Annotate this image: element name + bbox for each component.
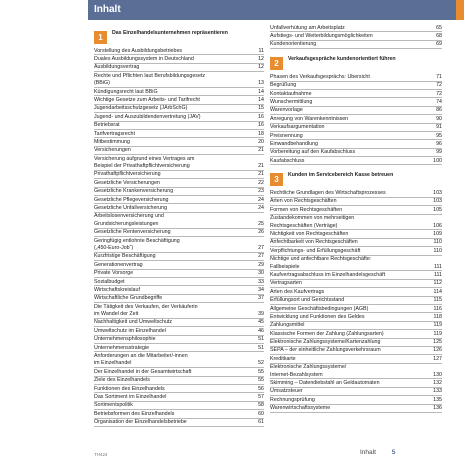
toc-entry-page: 21 (258, 147, 264, 154)
toc-entry-page: 29 (258, 261, 264, 268)
toc-entry-title: Arten des Kaufvertrags (270, 288, 325, 295)
toc-entry-title: Warenwirtschaftssysteme (270, 405, 331, 412)
toc-entry-page: 133 (433, 388, 442, 395)
toc-entry-page: 55 (258, 368, 264, 375)
toc-entry-title: Der Einzelhandel in der Gesamtwirtschaft (94, 368, 192, 375)
toc-entry[interactable] (270, 280, 442, 288)
toc-entry-title: Rechte und Pflichten laut Berufsbildungsgesetz (94, 72, 206, 79)
toc-entry-page: 16 (258, 122, 264, 129)
chapter-number-badge: 3 (270, 173, 283, 186)
toc-entry-page: 60 (258, 410, 264, 417)
toc-entry-page: 111 (433, 271, 442, 278)
toc-entry-title: Entwicklung und Funktionen des Geldes (270, 313, 365, 320)
toc-entry[interactable] (94, 171, 264, 179)
toc-entry-page: 46 (258, 327, 264, 334)
toc-entry-title: Erfüllungsort und Gerichtsstand (270, 297, 345, 304)
toc-entry[interactable] (94, 360, 264, 368)
toc-entry[interactable] (94, 196, 264, 204)
toc-entry[interactable] (270, 132, 442, 140)
chapter-heading (270, 56, 442, 70)
toc-entry[interactable] (270, 82, 442, 90)
toc-entry[interactable] (94, 344, 264, 352)
toc-entry-page: 23 (258, 188, 264, 195)
toc-entry[interactable] (270, 215, 442, 222)
toc-entry-title: Versicherung aufgrund eines Vertrages am (94, 155, 195, 162)
toc-entry-page: 115 (433, 297, 442, 304)
toc-entry-title: Arbeitslosenversicherung und (94, 213, 164, 220)
chapter-number-badge: 2 (270, 57, 283, 70)
toc-entry[interactable] (94, 303, 264, 310)
toc-entry-page: 90 (436, 115, 442, 122)
toc-entry-page: 57 (258, 394, 264, 400)
toc-entry-title: Skimming – Datendiebstahl an Geldautomaten (270, 380, 380, 387)
toc-entry-page: 74 (436, 98, 442, 105)
toc-entry[interactable] (270, 297, 442, 305)
toc-entry[interactable] (94, 278, 264, 286)
toc-entry-page: 106 (433, 222, 442, 229)
toc-entry-page: 39 (258, 311, 264, 318)
toc-entry[interactable] (94, 229, 264, 237)
toc-entry-page: 114 (433, 288, 442, 295)
toc-entry-title: Vorstellung des Ausbildungsbetriebes (94, 47, 183, 54)
header-accent-tab (456, 0, 464, 20)
toc-entry-title: Warenvorlage (270, 107, 303, 114)
toc-entry[interactable] (94, 311, 264, 319)
toc-entry[interactable] (94, 377, 264, 385)
toc-entry-page: 103 (433, 190, 442, 197)
toc-entry-title: Rechnungsprüfung (270, 396, 315, 403)
toc-entry[interactable] (94, 155, 264, 162)
toc-entry-page: 99 (436, 149, 442, 156)
toc-entry-title: Internet-Bezahlsystem (270, 371, 323, 378)
toc-entry-title: Wichtige Gesetze zum Arbeits- und Tarifrecht (94, 96, 200, 103)
toc-entry[interactable] (94, 220, 264, 228)
toc-entry[interactable] (94, 336, 264, 344)
toc-entry-title: Begrüßung (270, 82, 297, 89)
toc-entry[interactable] (270, 347, 442, 355)
toc-entry-page: 58 (258, 402, 264, 409)
toc-entry[interactable] (270, 107, 442, 115)
toc-entry-title: Beispiel der Privathaftpflichtversicherung (94, 163, 190, 170)
toc-entry-title: Betriebsrat (94, 122, 120, 129)
toc-entry-title: Anforderungen an die Mitarbeiter/-innen (94, 353, 188, 360)
toc-entry[interactable] (94, 253, 264, 261)
chapter-title: Kunden im Servicebereich Kasse betreuen (288, 172, 394, 179)
toc-right-column (270, 24, 442, 413)
toc-entry-title: Duales Ausbildungssystem in Deutschland (94, 55, 194, 62)
toc-entry[interactable] (94, 138, 264, 146)
toc-entry-title: Umsatzsteuer (270, 388, 303, 395)
toc-entry-page: 51 (258, 344, 264, 351)
toc-left-column (94, 24, 264, 427)
toc-entry[interactable] (94, 352, 264, 359)
toc-entry-title: Privathaftpflichtversicherung (94, 171, 161, 178)
toc-entry-title: Allgemeine Geschäftsbedingungen (AGB) (270, 305, 369, 312)
toc-entry-title: Vorbereitung auf den Kaufabschluss (270, 149, 356, 156)
toc-entry-title: Funktionen des Einzelhandels (94, 385, 165, 392)
toc-entry-title: Unternehmensstrategie (94, 344, 150, 351)
toc-entry-page: 91 (436, 124, 442, 131)
toc-entry-page: 22 (258, 179, 264, 186)
toc-entry-title: Anregung von Warenkenntnissen (270, 115, 349, 122)
toc-entry[interactable] (94, 385, 264, 393)
toc-entry[interactable] (270, 32, 442, 40)
toc-entry-title: Das Sortiment im Einzelhandel (94, 394, 167, 400)
toc-entry-page: 45 (258, 319, 264, 326)
toc-entry-title: Einwandbehandlung (270, 140, 319, 147)
toc-entry[interactable] (94, 213, 264, 220)
toc-entry-page: 27 (258, 253, 264, 260)
toc-entry-page: 16 (258, 113, 264, 120)
toc-entry-page: 112 (433, 280, 442, 287)
toc-entry-page: 33 (258, 278, 264, 285)
toc-entry[interactable] (94, 319, 264, 327)
toc-entry-title: Kaufvertragsabschluss im Einzelhandelsgeschäft (270, 271, 386, 278)
toc-entry[interactable] (94, 188, 264, 196)
toc-entry-page: 26 (258, 229, 264, 236)
toc-entry-title: Kurzfristige Beschäftigung (94, 253, 156, 260)
toc-entry-title: Wunschermittlung (270, 98, 313, 105)
toc-entry-title: Kreditkarte (270, 355, 296, 362)
toc-entry[interactable] (94, 270, 264, 278)
toc-entry-page: 56 (258, 385, 264, 392)
toc-entry-title: Kündigungsrecht laut BBiG (94, 88, 158, 95)
chapter-title: Verkaufsgespräche kundenorientiert führen (288, 56, 396, 63)
toc-entry-page: 100 (433, 157, 442, 164)
toc-entry[interactable] (270, 73, 442, 81)
toc-entry-title: Arten von Rechtsgeschäften (270, 198, 337, 205)
toc-entry-page: 136 (433, 405, 442, 412)
toc-entry-title: Klassische Formen der Zahlung (Zahlungsarten) (270, 330, 384, 337)
toc-entry-title: Fallbeispiele (270, 263, 300, 270)
toc-entry-page: 18 (258, 130, 264, 137)
toc-entry[interactable] (94, 55, 264, 63)
toc-entry-title: Versicherungen (94, 147, 131, 154)
toc-entry-page: 105 (433, 206, 442, 213)
toc-entry[interactable] (94, 179, 264, 187)
toc-entry-title: im Einzelhandel (94, 360, 132, 367)
toc-entry-title: Verpflichtungs- und Erfüllungsgeschäft (270, 247, 361, 254)
toc-entry-title: Gesetzliche Rentenversicherung (94, 229, 171, 236)
toc-entry[interactable] (270, 330, 442, 338)
toc-entry[interactable] (94, 113, 264, 121)
chapter-title: Das Einzelhandelsunternehmen repräsentieren (112, 30, 228, 36)
toc-entry[interactable] (270, 189, 442, 197)
toc-entry-page: 21 (258, 163, 264, 170)
toc-entry-page: 103 (433, 198, 442, 205)
toc-entry-page: 51 (258, 336, 264, 343)
toc-entry-title: Gesetzliche Versicherungen (94, 179, 160, 186)
toc-entry-title: Private Vorsorge (94, 270, 134, 277)
toc-entry[interactable] (270, 222, 442, 230)
toc-entry-page: 55 (258, 377, 264, 384)
toc-entry-title: Jugend- und Auszubildendenvertretung (JAV) (94, 113, 201, 120)
toc-entry-page: 13 (258, 80, 264, 87)
toc-entry-title: Wirtschaftliche Grundbegriffe (94, 295, 163, 302)
chapter-number-badge: 1 (94, 31, 107, 44)
toc-entry-title: Gesetzliche Krankenversicherung (94, 188, 174, 195)
toc-entry[interactable] (270, 239, 442, 247)
toc-entry[interactable] (94, 64, 264, 72)
toc-entry-page: 86 (436, 107, 442, 114)
toc-entry-page: 96 (436, 140, 442, 147)
toc-entry[interactable] (270, 140, 442, 148)
toc-entry-page: 12 (258, 64, 264, 71)
toc-entry-title: im Wandel der Zeit (94, 311, 139, 318)
toc-entry-page: 21 (258, 171, 264, 178)
page-title: Inhalt (94, 4, 121, 15)
toc-entry-title: (BBiG) (94, 80, 110, 87)
toc-entry-page: 14 (258, 96, 264, 103)
toc-entry-page: 71 (436, 73, 442, 80)
footer (360, 449, 395, 456)
toc-entry-page: 72 (436, 82, 442, 89)
toc-entry-page: 27 (258, 244, 264, 251)
toc-entry-title: Sortimentspolitik (94, 402, 133, 409)
toc-entry-title: Gesetzliche Pflegeversicherung (94, 196, 169, 203)
toc-entry-title: Die Tätigkeit des Verkaufen, der Verkäuferin (94, 303, 198, 310)
toc-entry-title: Betriebsformen des Einzelhandels (94, 410, 175, 417)
footer-section: Inhalt (360, 449, 376, 456)
toc-entry-page: 135 (433, 396, 442, 403)
toc-entry-title: Nachhaltigkeit und Umweltschutz (94, 319, 173, 326)
toc-entry-page: 30 (258, 270, 264, 277)
toc-entry-page: 127 (433, 355, 442, 362)
toc-entry[interactable] (270, 115, 442, 123)
toc-entry-title: Unternehmensphilosophie (94, 336, 156, 343)
toc-entry[interactable] (270, 371, 442, 379)
toc-entry-page: 132 (433, 380, 442, 387)
toc-entry[interactable] (94, 88, 264, 96)
toc-entry-title: Phasen des Verkaufsgesprächs: Übersicht (270, 73, 370, 80)
toc-entry[interactable] (270, 157, 442, 165)
toc-entry[interactable] (270, 198, 442, 206)
toc-entry[interactable] (270, 355, 442, 363)
toc-entry-title: Kundenorientierung (270, 41, 317, 48)
toc-entry-title: Kontaktaufnahme (270, 90, 312, 97)
toc-entry[interactable] (94, 295, 264, 303)
toc-entry-title: Umweltschutz im Einzelhandel (94, 327, 166, 334)
toc-entry-title: Elektronische Zahlungssysteme/Kartenzahlung (270, 339, 381, 346)
toc-entry[interactable] (94, 96, 264, 104)
toc-entry-page: 68 (436, 32, 442, 39)
toc-entry-title: Kaufabschluss (270, 157, 305, 164)
toc-entry[interactable] (94, 80, 264, 88)
toc-entry-title: Zahlungsmittel (270, 322, 305, 329)
toc-entry[interactable] (94, 393, 264, 401)
toc-entry-title: Rechtsgeschäften (Verträge) (270, 222, 338, 229)
toc-entry-title: Formen von Rechtsgeschäften (270, 206, 343, 213)
toc-entry-page: 65 (436, 24, 442, 31)
toc-entry-page: 24 (258, 205, 264, 212)
toc-entry[interactable] (94, 130, 264, 138)
page-number: 5 (391, 449, 396, 456)
toc-entry-page: 95 (436, 132, 442, 139)
toc-entry[interactable] (270, 388, 442, 396)
toc-entry-title: Generationenvertrag (94, 261, 143, 268)
toc-entry-page: 109 (433, 231, 442, 238)
toc-entry-page: 126 (433, 347, 442, 354)
toc-entry[interactable] (94, 402, 264, 410)
toc-entry-title: Verkaufsargumentation (270, 124, 325, 131)
toc-entry-title: Nichtige und anfechtbare Rechtsgeschäfte: (270, 256, 372, 263)
toc-entry[interactable] (270, 24, 442, 32)
toc-entry[interactable] (270, 288, 442, 296)
toc-entry-title: Aufstiegs- und Weiterbildungsmöglichkeiten (270, 32, 373, 39)
toc-entry[interactable] (94, 237, 264, 244)
toc-entry-title: Ausbildungsvertrag (94, 64, 140, 71)
toc-entry[interactable] (94, 204, 264, 212)
toc-entry[interactable] (270, 149, 442, 157)
toc-entry-page: 116 (433, 305, 442, 312)
toc-entry-page: 12 (258, 55, 264, 62)
toc-entry[interactable] (270, 206, 442, 214)
toc-entry-title: Sozialbudget (94, 278, 125, 285)
toc-entry[interactable] (94, 105, 264, 113)
toc-entry-title: Gesetzliche Unfallversicherung (94, 205, 168, 212)
toc-entry-title: Jugendarbeitsschutzgesetz (JArbSchG) (94, 105, 188, 112)
toc-entry-title: SEPA – der einheitliche Zahlungsverkehrsraum (270, 347, 381, 354)
toc-entry-title: („450-Euro-Job“) (94, 244, 134, 251)
toc-entry[interactable] (94, 72, 264, 79)
toc-entry[interactable] (270, 405, 442, 413)
chapter-heading (94, 30, 264, 44)
toc-entry[interactable] (270, 271, 442, 279)
toc-entry-page: 125 (433, 339, 442, 346)
toc-entry-title: Zustandekommen von mehrseitigen (270, 215, 355, 222)
toc-entry[interactable] (270, 396, 442, 404)
toc-entry[interactable] (270, 305, 442, 313)
toc-entry[interactable] (270, 124, 442, 132)
toc-entry[interactable] (94, 47, 264, 55)
toc-entry-title: Nichtigkeit von Rechtsgeschäften (270, 231, 349, 238)
footer-code: TH424 (94, 452, 108, 457)
toc-entry-title: Unfallverhütung am Arbeitsplatz (270, 24, 345, 31)
toc-entry-title: Tarifvertragsrecht (94, 130, 135, 137)
toc-entry-page: 14 (258, 88, 264, 95)
toc-entry-page: 130 (433, 371, 442, 378)
toc-entry-title: Vertragsarten (270, 280, 302, 287)
toc-entry[interactable] (94, 122, 264, 130)
toc-entry[interactable] (270, 256, 442, 263)
toc-entry-page: 61 (258, 419, 264, 426)
toc-entry-title: Rechtliche Grundlagen des Wirtschaftsprozesses (270, 190, 386, 197)
toc-entry-page: 119 (433, 322, 442, 329)
toc-entry-title: Elektronische Zahlungssysteme/ (270, 364, 347, 371)
toc-entry-page: 111 (433, 263, 442, 270)
toc-entry-page: 11 (258, 47, 264, 54)
toc-entry[interactable] (270, 230, 442, 238)
chapter-heading (270, 172, 442, 186)
toc-entry[interactable] (270, 263, 442, 271)
toc-entry[interactable] (270, 41, 442, 49)
toc-entry-title: Geringfügig entlohnte Beschäftigung (94, 237, 180, 244)
toc-entry-title: Ziele des Einzelhandels (94, 377, 150, 384)
toc-entry[interactable] (270, 379, 442, 387)
toc-entry-page: 37 (258, 295, 264, 302)
toc-entry-page: 119 (433, 330, 442, 337)
toc-entry[interactable] (94, 162, 264, 170)
toc-entry-page: 118 (433, 313, 442, 320)
toc-entry[interactable] (270, 322, 442, 330)
toc-entry[interactable] (94, 327, 264, 335)
toc-entry-page: 15 (258, 105, 264, 112)
toc-entry-title: Anfechtbarkeit von Rechtsgeschäften (270, 239, 358, 246)
toc-entry-page: 72 (436, 90, 442, 97)
toc-entry-page: 34 (258, 286, 264, 293)
toc-entry-title: Preisnennung (270, 132, 303, 139)
toc-entry[interactable] (270, 90, 442, 98)
toc-entry[interactable] (270, 339, 442, 347)
toc-entry[interactable] (94, 261, 264, 269)
page-header (88, 0, 464, 20)
toc-entry-title: Mitbestimmung (94, 138, 130, 145)
toc-entry-page: 25 (258, 220, 264, 227)
toc-entry[interactable] (94, 368, 264, 376)
toc-entry[interactable] (94, 147, 264, 155)
toc-entry[interactable] (270, 98, 442, 106)
toc-entry-title: Grundsicherungsleistungen (94, 220, 159, 227)
toc-entry-page: 110 (433, 239, 442, 246)
toc-entry-title: Wirtschaftskreislauf (94, 286, 140, 293)
toc-entry[interactable] (270, 247, 442, 255)
toc-entry-page: 24 (258, 196, 264, 203)
toc-entry[interactable] (94, 244, 264, 252)
toc-entry-page: 110 (433, 247, 442, 254)
toc-entry[interactable] (94, 419, 264, 427)
toc-entry[interactable] (94, 286, 264, 294)
toc-entry[interactable] (94, 410, 264, 418)
toc-entry-title: Organisation der Einzelhandelsbetriebe (94, 419, 187, 426)
toc-entry-page: 20 (258, 138, 264, 145)
toc-entry[interactable] (270, 364, 442, 371)
toc-entry[interactable] (270, 313, 442, 321)
toc-entry-page: 52 (258, 360, 264, 367)
toc-entry-page: 69 (436, 41, 442, 48)
